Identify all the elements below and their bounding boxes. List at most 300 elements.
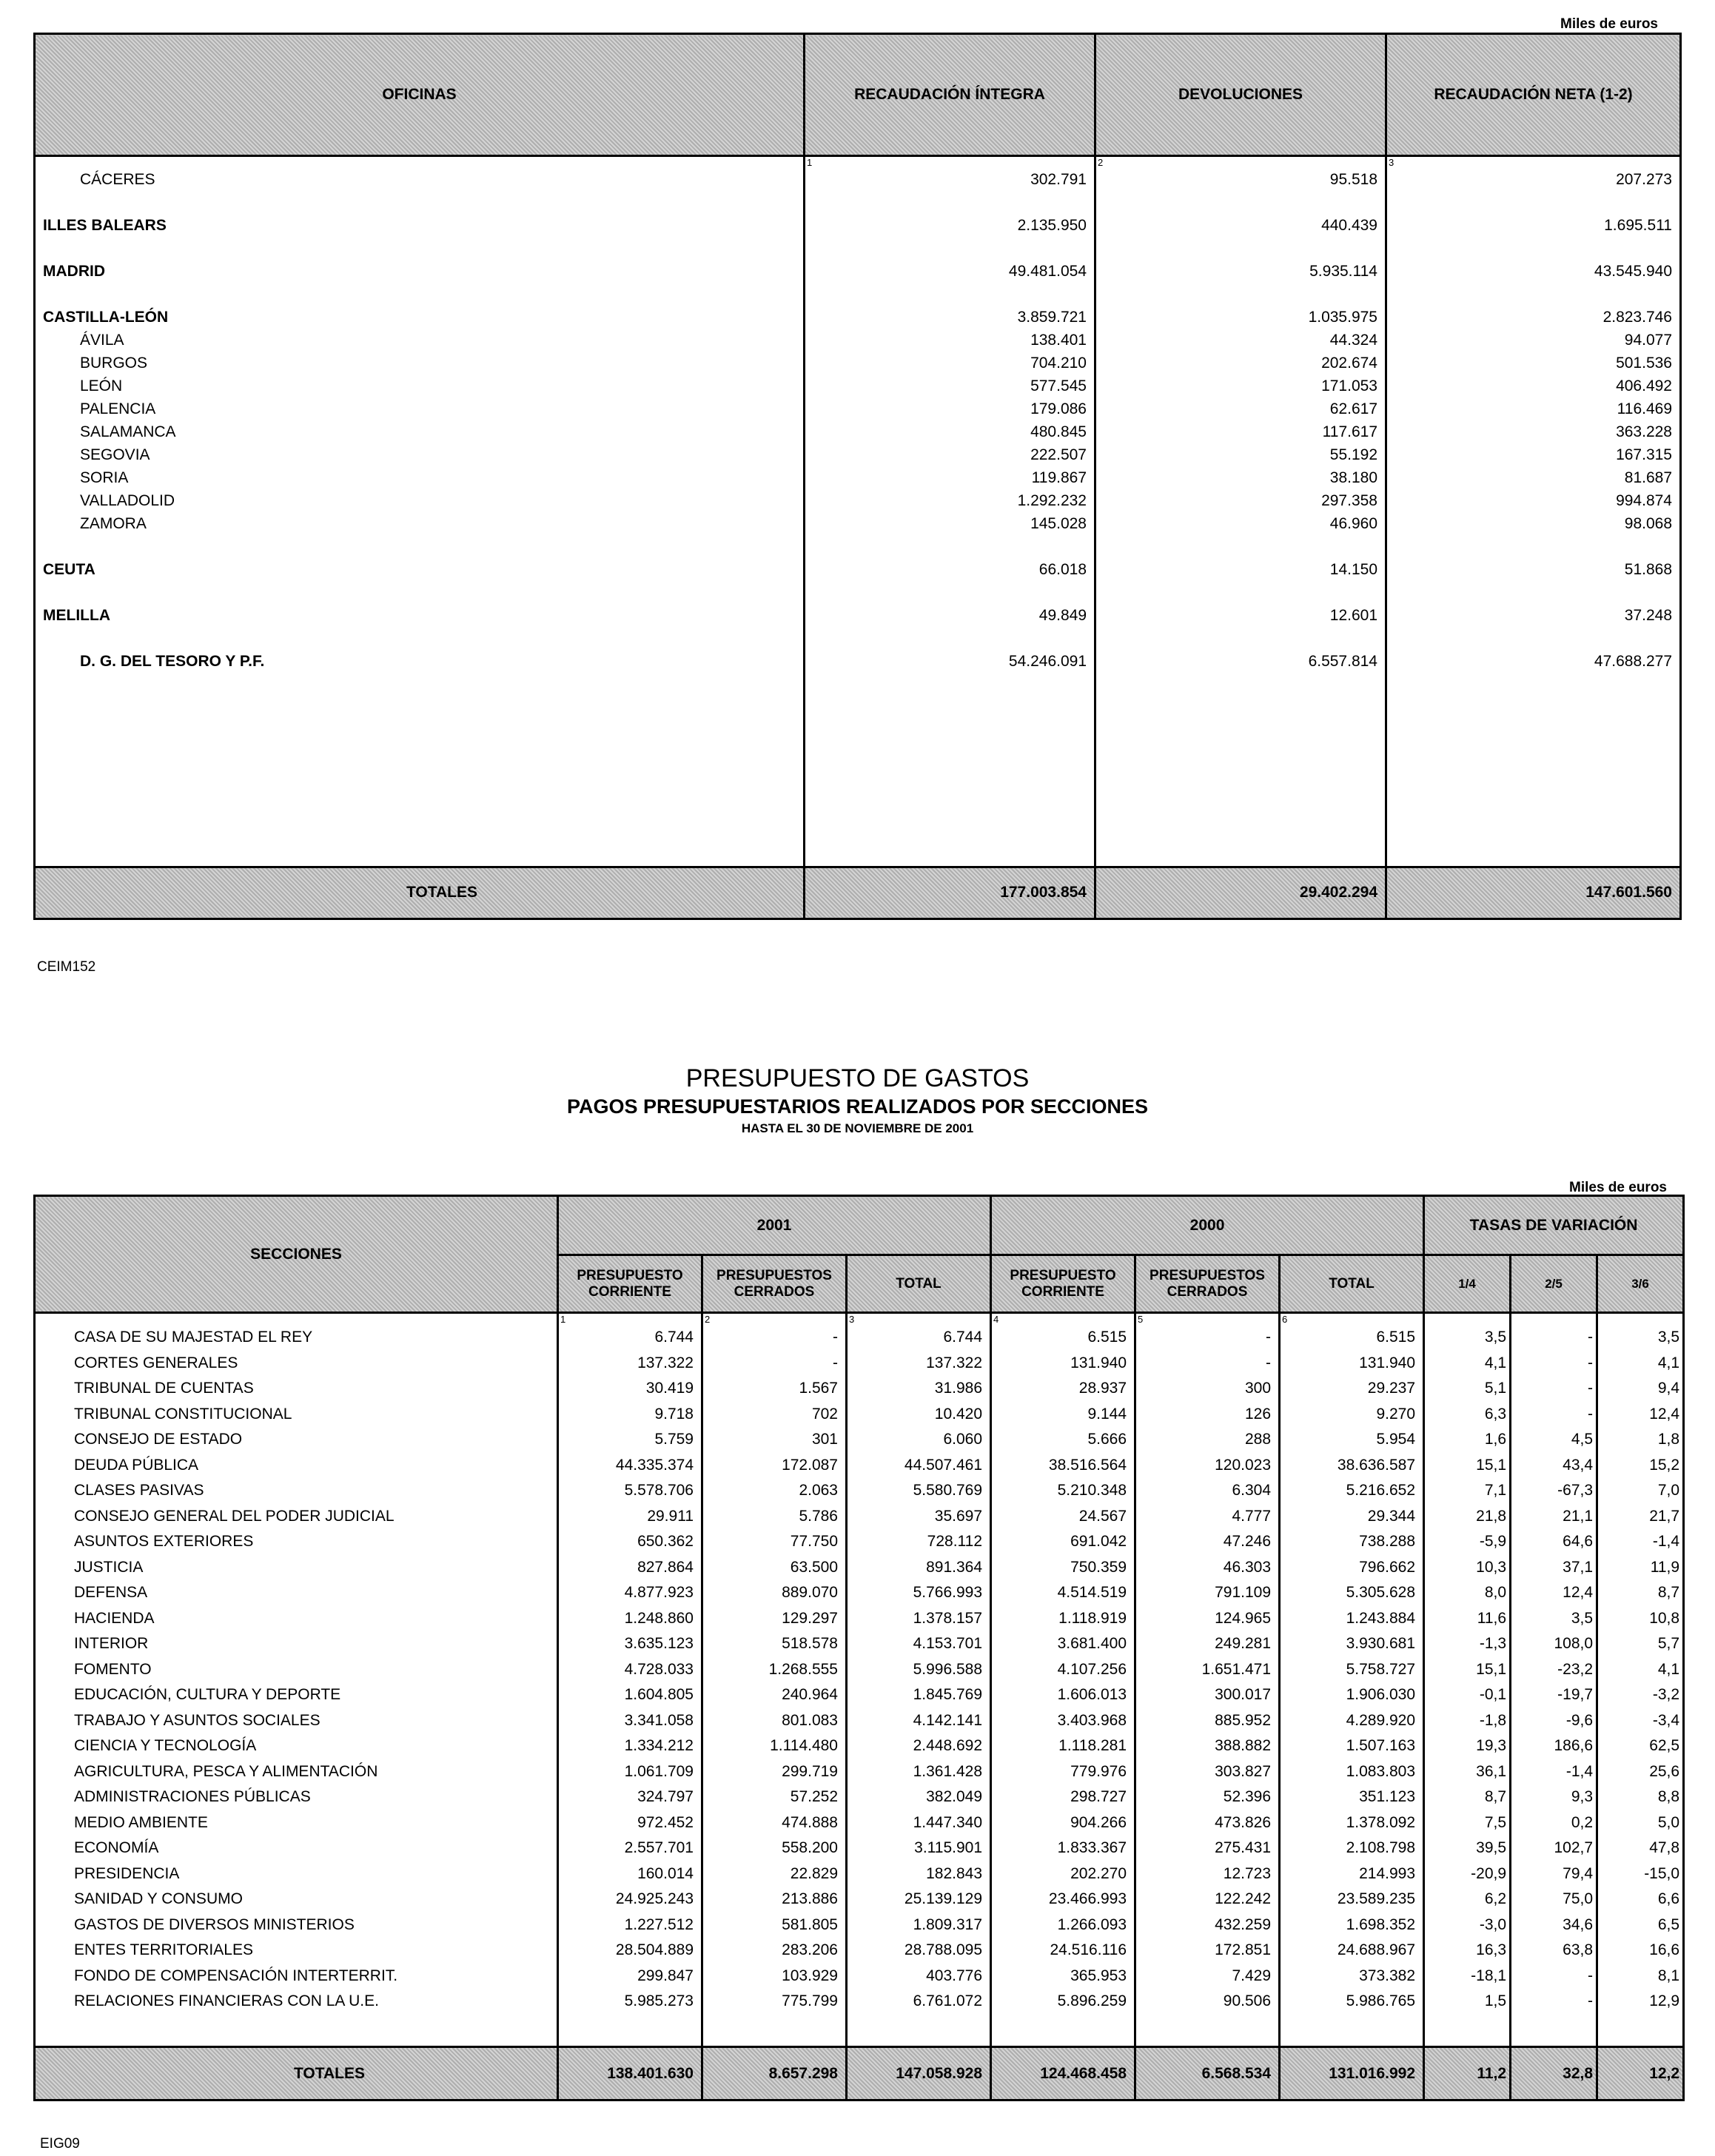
table-row (35, 420, 1681, 443)
cell-col-9: 1,8 (1597, 1427, 1684, 1453)
cell-col-3: 182.843 (847, 1861, 991, 1887)
cell-v2: 12.601 (1095, 604, 1386, 627)
total-devoluciones: 29.402.294 (1095, 867, 1386, 919)
cell-col-5: - (1135, 1325, 1280, 1351)
cell-col-6: 5.216.652 (1280, 1478, 1424, 1504)
cell-col-9: -15,0 (1597, 1861, 1684, 1887)
cell-col-6: 5.986.765 (1280, 1989, 1424, 2015)
cell-col-5: 275.431 (1135, 1836, 1280, 1861)
table-code-2: EIG09 (40, 2136, 80, 2152)
cell-v1: 138.401 (805, 329, 1095, 352)
cell-col-5: 432.259 (1135, 1912, 1280, 1938)
cell-col-5: 122.242 (1135, 1887, 1280, 1912)
cell-col-5: 4.777 (1135, 1504, 1280, 1530)
recaudacion-table-body (35, 156, 1681, 867)
seccion-name: ADMINISTRACIONES PÚBLICAS (35, 1784, 558, 1810)
totals-label: TOTALES (35, 867, 805, 919)
cell-col-1: 972.452 (558, 1810, 702, 1836)
cell-col-6: 131.940 (1280, 1351, 1424, 1377)
oficina-name: D. G. DEL TESORO Y P.F. (35, 650, 805, 673)
cell-col-4: 1.606.013 (991, 1682, 1135, 1708)
cell-col-5: 12.723 (1135, 1861, 1280, 1887)
cell-v1: 54.246.091 (805, 650, 1095, 673)
cell-col-3: 728.112 (847, 1529, 991, 1555)
cell-col-1: 650.362 (558, 1529, 702, 1555)
subheader-2: PRESUPUESTOS CERRADOS (702, 1255, 847, 1313)
cell-v2: 6.557.814 (1095, 650, 1386, 673)
col-index-3: 3 (1386, 156, 1681, 169)
cell-col-2: 22.829 (702, 1861, 847, 1887)
header-recaudacion-neta: RECAUDACIÓN NETA (1-2) (1386, 34, 1681, 156)
cell-col-3: 6.060 (847, 1427, 991, 1453)
cell-col-4: 1.833.367 (991, 1836, 1135, 1861)
cell-v3: 98.068 (1386, 512, 1681, 535)
cell-col-7: -1,8 (1424, 1708, 1511, 1734)
cell-col-3: 6.744 (847, 1325, 991, 1351)
cell-col-3: 10.420 (847, 1402, 991, 1428)
cell-col-1: 299.847 (558, 1964, 702, 1989)
cell-col-4: 38.516.564 (991, 1453, 1135, 1479)
cell-col-7: 21,8 (1424, 1504, 1511, 1530)
col-index-4: 4 (991, 1313, 1135, 1326)
cell-v1: 302.791 (805, 168, 1095, 191)
header-devoluciones: DEVOLUCIONES (1095, 34, 1386, 156)
cell-col-7: -20,9 (1424, 1861, 1511, 1887)
cell-col-1: 160.014 (558, 1861, 702, 1887)
cell-col-7: -3,0 (1424, 1912, 1511, 1938)
seccion-name: FOMENTO (35, 1657, 558, 1683)
cell-col-2: 702 (702, 1402, 847, 1428)
cell-col-6: 29.237 (1280, 1376, 1424, 1402)
cell-v2: 46.960 (1095, 512, 1386, 535)
oficina-name: CEUTA (35, 558, 805, 581)
table-row (35, 168, 1681, 191)
seccion-name: JUSTICIA (35, 1555, 558, 1581)
cell-col-7: 15,1 (1424, 1657, 1511, 1683)
cell-col-6: 1.906.030 (1280, 1682, 1424, 1708)
seccion-name: ENTES TERRITORIALES (35, 1938, 558, 1964)
cell-v1: 49.481.054 (805, 260, 1095, 283)
cell-col-6: 5.305.628 (1280, 1580, 1424, 1606)
cell-col-5: 124.965 (1135, 1606, 1280, 1632)
cell-col-8: 21,1 (1511, 1504, 1597, 1530)
cell-col-2: 581.805 (702, 1912, 847, 1938)
table-row (35, 1887, 1684, 1912)
oficina-name: SORIA (35, 466, 805, 489)
col-index-2: 2 (1095, 156, 1386, 169)
cell-col-8: - (1511, 1325, 1597, 1351)
cell-v1: 1.292.232 (805, 489, 1095, 512)
table-row (35, 214, 1681, 237)
cell-col-6: 796.662 (1280, 1555, 1424, 1581)
cell-col-3: 382.049 (847, 1784, 991, 1810)
table-row (35, 352, 1681, 375)
units-label-2: Miles de euros (1569, 1180, 1667, 1195)
cell-v3: 167.315 (1386, 443, 1681, 466)
cell-col-4: 3.681.400 (991, 1631, 1135, 1657)
cell-col-8: 63,8 (1511, 1938, 1597, 1964)
cell-v3: 47.688.277 (1386, 650, 1681, 673)
cell-col-3: 35.697 (847, 1504, 991, 1530)
cell-v2: 440.439 (1095, 214, 1386, 237)
cell-col-9: 12,4 (1597, 1402, 1684, 1428)
cell-v3: 37.248 (1386, 604, 1681, 627)
cell-col-9: 8,7 (1597, 1580, 1684, 1606)
cell-v3: 51.868 (1386, 558, 1681, 581)
table-row (35, 1964, 1684, 1989)
cell-col-5: - (1135, 1351, 1280, 1377)
table-row (35, 443, 1681, 466)
cell-col-6: 1.507.163 (1280, 1733, 1424, 1759)
seccion-name: TRIBUNAL DE CUENTAS (35, 1376, 558, 1402)
cell-col-9: 7,0 (1597, 1478, 1684, 1504)
oficina-name: LEÓN (35, 375, 805, 397)
cell-v1: 577.545 (805, 375, 1095, 397)
cell-col-9: 47,8 (1597, 1836, 1684, 1861)
cell-v1: 145.028 (805, 512, 1095, 535)
cell-col-8: 64,6 (1511, 1529, 1597, 1555)
cell-col-5: 885.952 (1135, 1708, 1280, 1734)
table-row (35, 1657, 1684, 1683)
seccion-name: DEUDA PÚBLICA (35, 1453, 558, 1479)
cell-v2: 171.053 (1095, 375, 1386, 397)
cell-col-5: 6.304 (1135, 1478, 1280, 1504)
oficina-name: MADRID (35, 260, 805, 283)
total-col-4: 124.468.458 (991, 2047, 1135, 2100)
table-row (35, 1810, 1684, 1836)
cell-col-6: 1.378.092 (1280, 1810, 1424, 1836)
oficina-name: MELILLA (35, 604, 805, 627)
cell-col-1: 44.335.374 (558, 1453, 702, 1479)
section-subtitle: PAGOS PRESUPUESTARIOS REALIZADOS POR SECCIONES (566, 1095, 1149, 1118)
seccion-name: CLASES PASIVAS (35, 1478, 558, 1504)
header-tasas: TASAS DE VARIACIÓN (1424, 1196, 1684, 1255)
seccion-name: EDUCACIÓN, CULTURA Y DEPORTE (35, 1682, 558, 1708)
cell-col-5: 249.281 (1135, 1631, 1280, 1657)
cell-col-1: 28.504.889 (558, 1938, 702, 1964)
cell-col-8: 43,4 (1511, 1453, 1597, 1479)
cell-col-8: -67,3 (1511, 1478, 1597, 1504)
seccion-name: SANIDAD Y CONSUMO (35, 1887, 558, 1912)
cell-col-8: 4,5 (1511, 1427, 1597, 1453)
cell-col-3: 891.364 (847, 1555, 991, 1581)
cell-col-4: 9.144 (991, 1402, 1135, 1428)
table-row (35, 558, 1681, 581)
total-recaudacion-neta: 147.601.560 (1386, 867, 1681, 919)
cell-col-1: 3.341.058 (558, 1708, 702, 1734)
cell-v3: 501.536 (1386, 352, 1681, 375)
cell-col-7: -1,3 (1424, 1631, 1511, 1657)
cell-col-2: 240.964 (702, 1682, 847, 1708)
table-row (35, 1402, 1684, 1428)
cell-col-6: 5.954 (1280, 1427, 1424, 1453)
total-col-8: 32,8 (1511, 2047, 1597, 2100)
cell-col-6: 4.289.920 (1280, 1708, 1424, 1734)
cell-col-3: 4.142.141 (847, 1708, 991, 1734)
table-row (35, 375, 1681, 397)
cell-col-1: 1.604.805 (558, 1682, 702, 1708)
col-index-1: 1 (558, 1313, 702, 1326)
cell-v2: 95.518 (1095, 168, 1386, 191)
cell-col-8: 0,2 (1511, 1810, 1597, 1836)
cell-col-8: 34,6 (1511, 1912, 1597, 1938)
oficina-name: ZAMORA (35, 512, 805, 535)
cell-col-3: 5.996.588 (847, 1657, 991, 1683)
cell-col-7: 1,5 (1424, 1989, 1511, 2015)
header-secciones: SECCIONES (35, 1196, 558, 1313)
total-col-2: 8.657.298 (702, 2047, 847, 2100)
cell-col-6: 1.083.803 (1280, 1759, 1424, 1785)
cell-v2: 14.150 (1095, 558, 1386, 581)
cell-col-1: 137.322 (558, 1351, 702, 1377)
cell-col-9: 16,6 (1597, 1938, 1684, 1964)
cell-col-1: 1.227.512 (558, 1912, 702, 1938)
cell-col-8: 12,4 (1511, 1580, 1597, 1606)
cell-col-3: 2.448.692 (847, 1733, 991, 1759)
cell-v2: 1.035.975 (1095, 306, 1386, 329)
cell-col-3: 31.986 (847, 1376, 991, 1402)
total-col-6: 131.016.992 (1280, 2047, 1424, 2100)
cell-col-2: 775.799 (702, 1989, 847, 2015)
cell-col-2: 889.070 (702, 1580, 847, 1606)
pagos-table (33, 1195, 1685, 2101)
cell-col-5: 120.023 (1135, 1453, 1280, 1479)
cell-col-4: 904.266 (991, 1810, 1135, 1836)
cell-col-1: 4.877.923 (558, 1580, 702, 1606)
seccion-name: FONDO DE COMPENSACIÓN INTERTERRIT. (35, 1964, 558, 1989)
cell-col-5: 46.303 (1135, 1555, 1280, 1581)
oficina-name: CÁCERES (35, 168, 805, 191)
seccion-name: RELACIONES FINANCIERAS CON LA U.E. (35, 1989, 558, 2015)
total-recaudacion-integra: 177.003.854 (805, 867, 1095, 919)
cell-col-4: 4.107.256 (991, 1657, 1135, 1683)
cell-col-4: 24.516.116 (991, 1938, 1135, 1964)
cell-col-6: 9.270 (1280, 1402, 1424, 1428)
oficina-name: SEGOVIA (35, 443, 805, 466)
cell-col-8: - (1511, 1351, 1597, 1377)
cell-v3: 1.695.511 (1386, 214, 1681, 237)
table-row (35, 1938, 1684, 1964)
table-row (35, 1733, 1684, 1759)
cell-col-1: 9.718 (558, 1402, 702, 1428)
cell-col-3: 44.507.461 (847, 1453, 991, 1479)
cell-col-1: 6.744 (558, 1325, 702, 1351)
oficina-name: BURGOS (35, 352, 805, 375)
cell-v3: 81.687 (1386, 466, 1681, 489)
cell-col-4: 1.118.281 (991, 1733, 1135, 1759)
cell-col-7: 39,5 (1424, 1836, 1511, 1861)
seccion-name: CASA DE SU MAJESTAD EL REY (35, 1325, 558, 1351)
subheader-7: 1/4 (1424, 1255, 1511, 1313)
cell-col-9: 15,2 (1597, 1453, 1684, 1479)
cell-col-9: 6,6 (1597, 1887, 1684, 1912)
cell-col-5: 52.396 (1135, 1784, 1280, 1810)
cell-col-3: 137.322 (847, 1351, 991, 1377)
cell-col-9: 5,7 (1597, 1631, 1684, 1657)
cell-col-2: 301 (702, 1427, 847, 1453)
cell-col-7: -0,1 (1424, 1682, 1511, 1708)
cell-col-2: 129.297 (702, 1606, 847, 1632)
subheader-5: PRESUPUESTOS CERRADOS (1135, 1255, 1280, 1313)
cell-col-2: 474.888 (702, 1810, 847, 1836)
cell-col-4: 131.940 (991, 1351, 1135, 1377)
cell-col-4: 5.210.348 (991, 1478, 1135, 1504)
totals-label-2: TOTALES (35, 2047, 558, 2100)
cell-v1: 2.135.950 (805, 214, 1095, 237)
cell-col-3: 1.361.428 (847, 1759, 991, 1785)
cell-v1: 222.507 (805, 443, 1095, 466)
oficina-name: SALAMANCA (35, 420, 805, 443)
cell-v1: 66.018 (805, 558, 1095, 581)
subheader-3: TOTAL (847, 1255, 991, 1313)
cell-v3: 207.273 (1386, 168, 1681, 191)
cell-col-2: 213.886 (702, 1887, 847, 1912)
oficina-name: CASTILLA-LEÓN (35, 306, 805, 329)
table-row (35, 1759, 1684, 1785)
table-row (35, 489, 1681, 512)
cell-v3: 406.492 (1386, 375, 1681, 397)
cell-col-4: 4.514.519 (991, 1580, 1135, 1606)
cell-col-4: 1.266.093 (991, 1912, 1135, 1938)
cell-v2: 38.180 (1095, 466, 1386, 489)
table-row (35, 466, 1681, 489)
cell-col-7: 8,0 (1424, 1580, 1511, 1606)
cell-col-6: 2.108.798 (1280, 1836, 1424, 1861)
table-row (35, 1504, 1684, 1530)
cell-col-8: 102,7 (1511, 1836, 1597, 1861)
cell-col-4: 5.666 (991, 1427, 1135, 1453)
cell-col-8: 108,0 (1511, 1631, 1597, 1657)
cell-col-3: 6.761.072 (847, 1989, 991, 2015)
cell-col-4: 750.359 (991, 1555, 1135, 1581)
seccion-name: ASUNTOS EXTERIORES (35, 1529, 558, 1555)
header-year-2001: 2001 (558, 1196, 991, 1255)
table-row (35, 1555, 1684, 1581)
cell-col-9: 9,4 (1597, 1376, 1684, 1402)
cell-col-5: 90.506 (1135, 1989, 1280, 2015)
cell-col-2: 63.500 (702, 1555, 847, 1581)
table-row (35, 650, 1681, 673)
units-label-1: Miles de euros (1560, 16, 1658, 32)
section-date: HASTA EL 30 DE NOVIEMBRE DE 2001 (741, 1121, 974, 1135)
cell-col-7: 7,5 (1424, 1810, 1511, 1836)
cell-col-2: 283.206 (702, 1938, 847, 1964)
cell-v1: 704.210 (805, 352, 1095, 375)
col-index-2: 2 (702, 1313, 847, 1326)
cell-col-3: 1.809.317 (847, 1912, 991, 1938)
cell-col-3: 5.580.769 (847, 1478, 991, 1504)
cell-col-4: 365.953 (991, 1964, 1135, 1989)
cell-col-6: 351.123 (1280, 1784, 1424, 1810)
cell-v3: 363.228 (1386, 420, 1681, 443)
table-row (35, 1580, 1684, 1606)
cell-col-7: 8,7 (1424, 1784, 1511, 1810)
seccion-name: TRIBUNAL CONSTITUCIONAL (35, 1402, 558, 1428)
table-row (35, 1478, 1684, 1504)
cell-col-9: -1,4 (1597, 1529, 1684, 1555)
cell-col-5: 7.429 (1135, 1964, 1280, 1989)
cell-v1: 179.086 (805, 397, 1095, 420)
table-row (35, 1325, 1684, 1351)
cell-col-2: - (702, 1325, 847, 1351)
cell-v2: 297.358 (1095, 489, 1386, 512)
cell-col-3: 1.447.340 (847, 1810, 991, 1836)
seccion-name: INTERIOR (35, 1631, 558, 1657)
subheader-6: TOTAL (1280, 1255, 1424, 1313)
cell-col-9: 4,1 (1597, 1351, 1684, 1377)
cell-col-9: 11,9 (1597, 1555, 1684, 1581)
cell-col-8: 79,4 (1511, 1861, 1597, 1887)
cell-v3: 116.469 (1386, 397, 1681, 420)
cell-col-1: 1.334.212 (558, 1733, 702, 1759)
cell-v1: 49.849 (805, 604, 1095, 627)
cell-col-3: 3.115.901 (847, 1836, 991, 1861)
cell-col-2: 518.578 (702, 1631, 847, 1657)
seccion-name: HACIENDA (35, 1606, 558, 1632)
seccion-name: PRESIDENCIA (35, 1861, 558, 1887)
table-row (35, 306, 1681, 329)
subheader-1: PRESUPUESTO CORRIENTE (558, 1255, 702, 1313)
cell-col-7: 15,1 (1424, 1453, 1511, 1479)
cell-col-5: 303.827 (1135, 1759, 1280, 1785)
cell-col-7: 4,1 (1424, 1351, 1511, 1377)
total-col-9: 12,2 (1597, 2047, 1684, 2100)
total-col-3: 147.058.928 (847, 2047, 991, 2100)
table-row (35, 604, 1681, 627)
col-index-6: 6 (1280, 1313, 1424, 1326)
cell-v2: 62.617 (1095, 397, 1386, 420)
seccion-name: CIENCIA Y TECNOLOGÍA (35, 1733, 558, 1759)
cell-col-5: 172.851 (1135, 1938, 1280, 1964)
cell-col-3: 25.139.129 (847, 1887, 991, 1912)
cell-col-4: 6.515 (991, 1325, 1135, 1351)
table-row (35, 1784, 1684, 1810)
cell-col-8: - (1511, 1376, 1597, 1402)
cell-col-7: 10,3 (1424, 1555, 1511, 1581)
cell-col-9: -3,2 (1597, 1682, 1684, 1708)
table-row (35, 1453, 1684, 1479)
cell-col-3: 403.776 (847, 1964, 991, 1989)
seccion-name: MEDIO AMBIENTE (35, 1810, 558, 1836)
cell-col-1: 827.864 (558, 1555, 702, 1581)
header-oficinas: OFICINAS (35, 34, 805, 156)
col-index-5: 5 (1135, 1313, 1280, 1326)
seccion-name: CORTES GENERALES (35, 1351, 558, 1377)
seccion-name: ECONOMÍA (35, 1836, 558, 1861)
cell-col-1: 29.911 (558, 1504, 702, 1530)
cell-col-9: 8,1 (1597, 1964, 1684, 1989)
cell-col-1: 4.728.033 (558, 1657, 702, 1683)
cell-col-6: 23.589.235 (1280, 1887, 1424, 1912)
cell-col-8: - (1511, 1989, 1597, 2015)
cell-col-8: - (1511, 1964, 1597, 1989)
cell-col-1: 24.925.243 (558, 1887, 702, 1912)
table-row (35, 397, 1681, 420)
cell-col-2: 77.750 (702, 1529, 847, 1555)
cell-col-9: 10,8 (1597, 1606, 1684, 1632)
table-row (35, 1836, 1684, 1861)
cell-col-9: 3,5 (1597, 1325, 1684, 1351)
table-code-1: CEIM152 (37, 959, 96, 975)
cell-col-6: 6.515 (1280, 1325, 1424, 1351)
cell-col-2: 801.083 (702, 1708, 847, 1734)
cell-col-1: 30.419 (558, 1376, 702, 1402)
cell-v2: 44.324 (1095, 329, 1386, 352)
cell-col-9: 12,9 (1597, 1989, 1684, 2015)
cell-col-4: 24.567 (991, 1504, 1135, 1530)
seccion-name: CONSEJO DE ESTADO (35, 1427, 558, 1453)
cell-col-6: 38.636.587 (1280, 1453, 1424, 1479)
